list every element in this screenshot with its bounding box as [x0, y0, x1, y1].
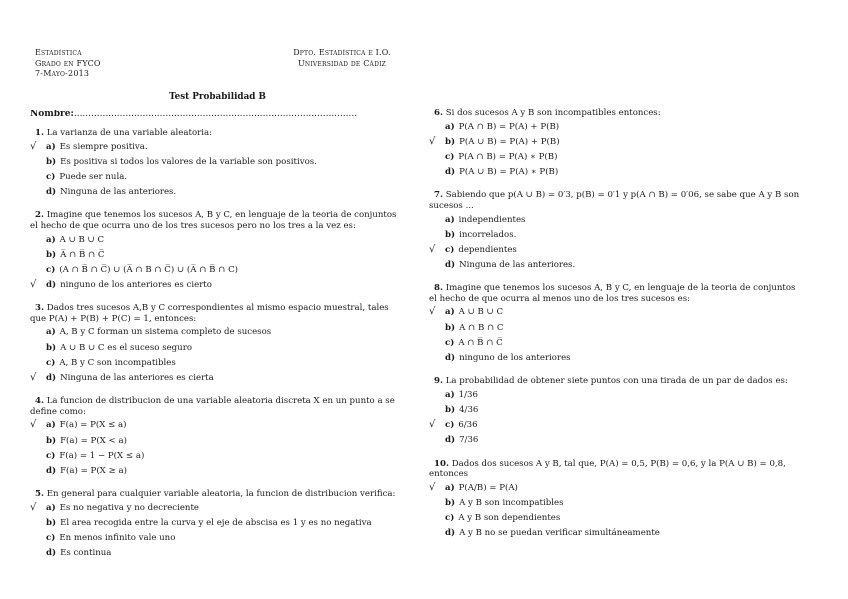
option-letter: d): [445, 167, 456, 178]
answer-option[interactable]: [429, 260, 805, 275]
question-number: 8.: [434, 283, 443, 294]
answer-option[interactable]: [30, 548, 406, 563]
question-number: 1.: [35, 128, 44, 138]
answer-option[interactable]: [429, 323, 805, 338]
answer-option[interactable]: [429, 483, 805, 498]
checkmark-icon: √: [30, 279, 37, 291]
question-8: [429, 283, 805, 368]
option-text: A y B son dependientes: [458, 513, 561, 524]
checkmark-icon: √: [429, 481, 436, 493]
option-letter: c): [445, 151, 455, 162]
question-stem: [429, 459, 805, 480]
question-6: [429, 108, 805, 182]
option-text: A ∪ B ∪ C: [59, 234, 105, 245]
answer-option[interactable]: [30, 373, 406, 388]
option-text: A ∪ B ∪ C es el suceso seguro: [60, 342, 193, 353]
answer-option[interactable]: [429, 353, 805, 368]
answer-option[interactable]: [30, 466, 406, 481]
answer-option[interactable]: [30, 503, 406, 518]
answer-option[interactable]: [30, 157, 406, 172]
option-text: A̅ ∩ B̅ ∩ C̅: [60, 249, 105, 260]
option-letter: c): [445, 337, 455, 348]
answer-option[interactable]: [429, 137, 805, 152]
question-text: Imagine que tenemos los sucesos A, B y C, en lenguaje de la teoria de conjuntos el hecho de que ocurra al menos uno de los tres sucesos es:: [429, 283, 796, 304]
checkmark-icon: √: [30, 372, 37, 384]
answer-option[interactable]: [429, 435, 805, 450]
question-number: 5.: [35, 489, 44, 500]
option-letter: d): [445, 528, 456, 539]
question-number: 9.: [434, 376, 443, 387]
answer-option[interactable]: [30, 518, 406, 533]
question-stem: [429, 376, 805, 387]
option-text: A, B y C forman un sistema completo de sucesos: [59, 327, 272, 338]
option-text: 4/36: [459, 405, 479, 415]
option-letter: b): [46, 435, 57, 446]
option-text: A ∪ B ∪ C: [458, 307, 504, 318]
answer-option[interactable]: [30, 142, 406, 157]
answer-option[interactable]: [429, 420, 805, 435]
option-text: F(a) = P(X ≥ a): [60, 465, 127, 476]
answer-option[interactable]: [30, 420, 406, 435]
question-2: [30, 210, 406, 295]
option-text: F(a) = 1 − P(X ≤ a): [59, 450, 145, 461]
option-text: Ninguna de las anteriores es cierta: [60, 373, 214, 384]
option-letter: d): [46, 548, 57, 559]
question-stem: [30, 396, 406, 417]
question-text: En general para cualquier variable aleatoria, la funcion de distribucion verifica:: [46, 489, 396, 500]
checkmark-icon: √: [429, 306, 436, 318]
option-text: 7/36: [459, 435, 479, 446]
answer-option[interactable]: [429, 390, 805, 405]
question-text: Si dos sucesos A y B son incompatibles entonces:: [445, 108, 661, 118]
option-letter: b): [46, 249, 57, 260]
question-stem: [429, 190, 805, 211]
name-fill-dots: ...................................................................................................: [73, 110, 358, 119]
checkmark-icon: √: [30, 140, 37, 152]
option-letter: a): [46, 141, 56, 152]
option-letter: a): [445, 482, 455, 493]
option-letter: a): [445, 389, 455, 400]
answer-option[interactable]: [30, 343, 406, 358]
option-letter: d): [445, 435, 456, 446]
option-text: Es no negativa y no decreciente: [59, 502, 199, 513]
option-text: independientes: [458, 214, 526, 225]
option-text: Ninguna de las anteriores.: [459, 260, 576, 271]
option-letter: b): [445, 136, 456, 147]
checkmark-icon: √: [429, 243, 436, 255]
question-1: [30, 128, 406, 202]
option-text: Ninguna de las anteriores.: [60, 187, 177, 198]
name-line: [30, 110, 402, 119]
option-letter: a): [445, 214, 455, 225]
option-text: A y B no se puedan verificar simultáneamente: [459, 528, 660, 539]
answer-option[interactable]: [30, 436, 406, 451]
option-letter: c): [46, 264, 56, 275]
question-4: [30, 396, 406, 481]
option-letter: a): [46, 327, 56, 338]
option-text: incorrelados.: [459, 229, 517, 240]
name-label: Nombre:: [30, 110, 74, 119]
answer-option[interactable]: [30, 265, 406, 280]
question-10: [429, 459, 805, 544]
option-text: P(A ∩ B) = P(A) ∗ P(B): [458, 151, 558, 162]
question-text: Sabiendo que p(A ∪ B) = 0′3, p(B) = 0′1 y p(A ∩ B) = 0′06, se sabe que A y B son sucesos ...: [429, 190, 800, 211]
option-letter: b): [445, 229, 456, 240]
option-text: A ∩ B ∩ C: [459, 322, 504, 333]
question-number: 7.: [434, 190, 443, 201]
answer-option[interactable]: [429, 122, 805, 137]
answer-option[interactable]: [429, 245, 805, 260]
question-9: [429, 376, 805, 450]
option-letter: b): [46, 517, 57, 528]
question-3: [30, 303, 406, 388]
question-text: La funcion de distribucion de una variable aleatoria discreta X en un punto a se define como:: [30, 396, 395, 417]
option-letter: c): [445, 513, 455, 524]
option-text: ninguno de los anteriores es cierto: [60, 280, 212, 291]
question-stem: [429, 108, 805, 119]
checkmark-icon: √: [429, 419, 436, 431]
answer-option[interactable]: [30, 250, 406, 265]
option-text: dependientes: [458, 244, 517, 255]
checkmark-icon: √: [30, 501, 37, 513]
option-letter: c): [46, 357, 56, 368]
option-text: Es continua: [60, 548, 112, 559]
question-5: [30, 489, 406, 563]
option-text: P(A ∩ B) = P(A) + P(B): [458, 121, 560, 132]
answer-option[interactable]: [429, 152, 805, 167]
header-department: Dpto. Estadística e I.O.: [293, 48, 391, 57]
option-text: P(A ∪ B) = P(A) + P(B): [459, 136, 560, 147]
option-text: A y B son incompatibles: [459, 497, 564, 508]
answer-option[interactable]: [429, 405, 805, 420]
answer-option[interactable]: [30, 451, 406, 466]
option-letter: a): [46, 234, 56, 245]
option-text: 6/36: [458, 420, 478, 431]
option-text: F(a) = P(X < a): [60, 435, 127, 446]
question-number: 6.: [434, 108, 443, 118]
option-letter: a): [445, 307, 455, 318]
option-text: P(A ∪ B) = P(A) ∗ P(B): [459, 167, 559, 178]
answer-option[interactable]: [30, 235, 406, 250]
option-letter: b): [445, 405, 456, 415]
answer-option[interactable]: [429, 167, 805, 182]
answer-option[interactable]: [30, 172, 406, 187]
option-letter: d): [46, 373, 57, 384]
option-text: Puede ser nula.: [59, 171, 128, 182]
option-letter: a): [445, 121, 455, 132]
question-text: La varianza de una variable aleatoria:: [46, 128, 213, 138]
option-text: ninguno de los anteriores: [459, 353, 571, 364]
option-letter: c): [46, 171, 56, 182]
answer-option[interactable]: [429, 215, 805, 230]
question-text: Dados tres sucesos A,B y C correspondientes al mismo espacio muestral, tales que P(A) + P(B) + P(C) = 1, entonces:: [30, 303, 389, 324]
option-text: F(a) = P(X ≤ a): [59, 420, 127, 431]
checkmark-icon: √: [30, 419, 37, 431]
option-letter: b): [445, 497, 456, 508]
question-stem: [30, 303, 406, 324]
question-stem: [30, 489, 406, 500]
option-letter: c): [445, 420, 455, 431]
question-text: La probabilidad de obtener siete puntos con una tirada de un par de dados es:: [445, 376, 788, 387]
option-text: P(A/B) = P(A): [458, 482, 518, 493]
answer-option[interactable]: [429, 528, 805, 543]
checkmark-icon: √: [429, 135, 436, 147]
question-number: 2.: [35, 210, 44, 221]
answer-option[interactable]: [429, 230, 805, 245]
answer-option[interactable]: [30, 533, 406, 548]
option-letter: b): [445, 322, 456, 333]
question-number: 3.: [35, 303, 44, 314]
question-stem: [30, 210, 406, 231]
option-text: En menos infinito vale uno: [59, 533, 176, 544]
answer-option[interactable]: [429, 498, 805, 513]
option-letter: d): [445, 353, 456, 364]
header-subject: Estadística: [35, 48, 82, 57]
left-column: [30, 128, 406, 572]
question-number: 10.: [434, 458, 449, 469]
answer-option[interactable]: [30, 280, 406, 295]
option-letter: a): [46, 420, 56, 431]
option-letter: c): [445, 244, 455, 255]
answer-option[interactable]: [429, 513, 805, 528]
header-university: Universidad de Cádiz: [297, 58, 387, 68]
option-letter: d): [46, 280, 57, 291]
option-letter: b): [46, 342, 57, 353]
option-text: (A ∩ B̅ ∩ C̅) ∪ (A̅ ∩ B ∩ C̅) ∪ (A̅ ∩ B̅ ∩ C): [59, 264, 239, 275]
question-text: Dados dos sucesos A y B, tal que, P(A) = 0,5, P(B) = 0,6, y la P(A ∪ B) = 0,8, entonces: [429, 458, 786, 480]
option-letter: c): [46, 450, 56, 461]
option-letter: c): [46, 533, 56, 544]
question-7: [429, 190, 805, 275]
answer-option[interactable]: [429, 307, 805, 322]
option-letter: d): [46, 187, 57, 198]
header-date: 7-Mayo-2013: [35, 69, 90, 78]
option-text: 1/36: [458, 389, 478, 400]
option-letter: a): [46, 502, 56, 513]
option-text: Es positiva si todos los valores de la variable son positivos.: [60, 156, 317, 167]
right-column: [429, 108, 805, 552]
question-number: 4.: [35, 396, 44, 407]
header-left: [35, 48, 101, 80]
option-text: Es siempre positiva.: [59, 141, 148, 152]
question-stem: [429, 283, 805, 304]
answer-option[interactable]: [429, 338, 805, 353]
option-text: A ∩ B̅ ∩ C̅: [458, 337, 503, 348]
header-degree: Grado en FYCO: [35, 58, 101, 68]
answer-option[interactable]: [30, 327, 406, 342]
option-letter: d): [46, 465, 57, 476]
question-text: Imagine que tenemos los sucesos A, B y C, en lenguaje de la teoria de conjuntos el hecho de que ocurra uno de los tres sucesos pero no los tres a la vez es:: [30, 210, 397, 231]
question-stem: [30, 128, 406, 139]
option-letter: b): [46, 156, 57, 167]
page-title: Test Probabilidad B: [169, 92, 266, 102]
option-letter: d): [445, 260, 456, 271]
answer-option[interactable]: [30, 358, 406, 373]
option-text: A, B y C son incompatibles: [59, 357, 176, 368]
answer-option[interactable]: [30, 187, 406, 202]
option-text: El area recogida entre la curva y el eje de abscisa es 1 y es no negativa: [60, 517, 372, 528]
header-right: [282, 48, 402, 69]
